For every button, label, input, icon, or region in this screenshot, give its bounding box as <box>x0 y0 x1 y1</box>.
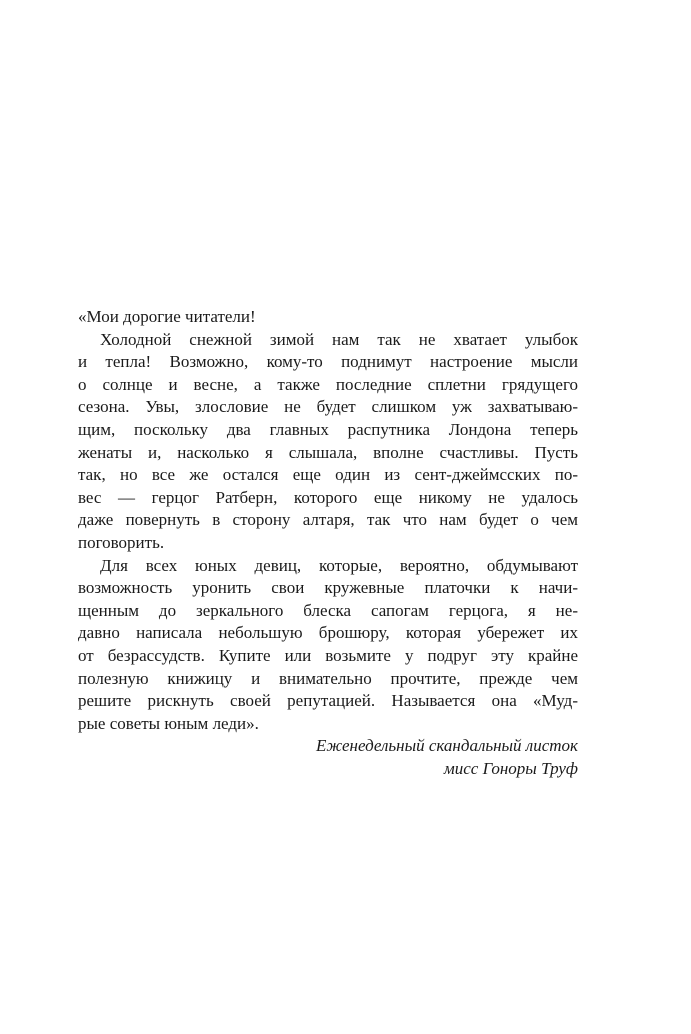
paragraph-2-line: щенным до зеркального блеска сапогам герцога, я не- <box>78 600 578 620</box>
paragraph-2-line: возможность уронить свои кружевные платочки к начи- <box>78 578 578 598</box>
paragraph-2-line: от безрассудств. Купите или возьмите у подруг эту крайне <box>78 645 578 665</box>
paragraph-1-line: поговорить. <box>78 532 165 552</box>
paragraph-1-line: так, но все же остался еще один из сент-джеймсских по- <box>78 465 578 485</box>
paragraph-1-line: и тепла! Возможно, кому-то поднимут настроение мысли <box>78 352 578 372</box>
paragraph-2 <box>78 555 578 736</box>
paragraph-1-line: о солнце и весне, а также последние сплетни грядущего <box>78 374 578 394</box>
paragraph-1-line: женаты и, насколько я слышала, вполне счастливы. Пусть <box>78 442 578 462</box>
paragraph-1-line: Холодной снежной зимой нам так не хватает улыбок <box>100 329 578 349</box>
signature-line: Еженедельный скандальный листок <box>316 736 578 756</box>
paragraph-1-line: вес — герцог Ратберн, которого еще никому не удалось <box>78 487 578 507</box>
paragraph-1-line: сезона. Увы, злословие не будет слишком уж захватываю- <box>78 397 578 417</box>
paragraph-2-line: рые советы юным леди». <box>78 713 259 733</box>
paragraph-2-line: полезную книжицу и внимательно прочтите, прежде чем <box>78 668 578 688</box>
paragraph-1 <box>78 329 578 555</box>
paragraph-1-line: щим, поскольку два главных распутника Лондона теперь <box>78 419 578 439</box>
letter-body <box>78 306 578 780</box>
signature <box>78 735 578 780</box>
paragraph-2-line: Для всех юных девиц, которые, вероятно, обдумывают <box>100 555 578 575</box>
paragraph-2-line: давно написала небольшую брошюру, которая убережет их <box>78 623 578 643</box>
paragraph-1-line: даже повернуть в сторону алтаря, так что нам будет о чем <box>78 510 578 530</box>
paragraph-2-line: решите рискнуть своей репутацией. Называется она «Муд- <box>78 691 578 711</box>
letter-greeting: «Мои дорогие читатели! <box>78 307 256 326</box>
signature-line: мисс Гоноры Труф <box>443 758 578 778</box>
